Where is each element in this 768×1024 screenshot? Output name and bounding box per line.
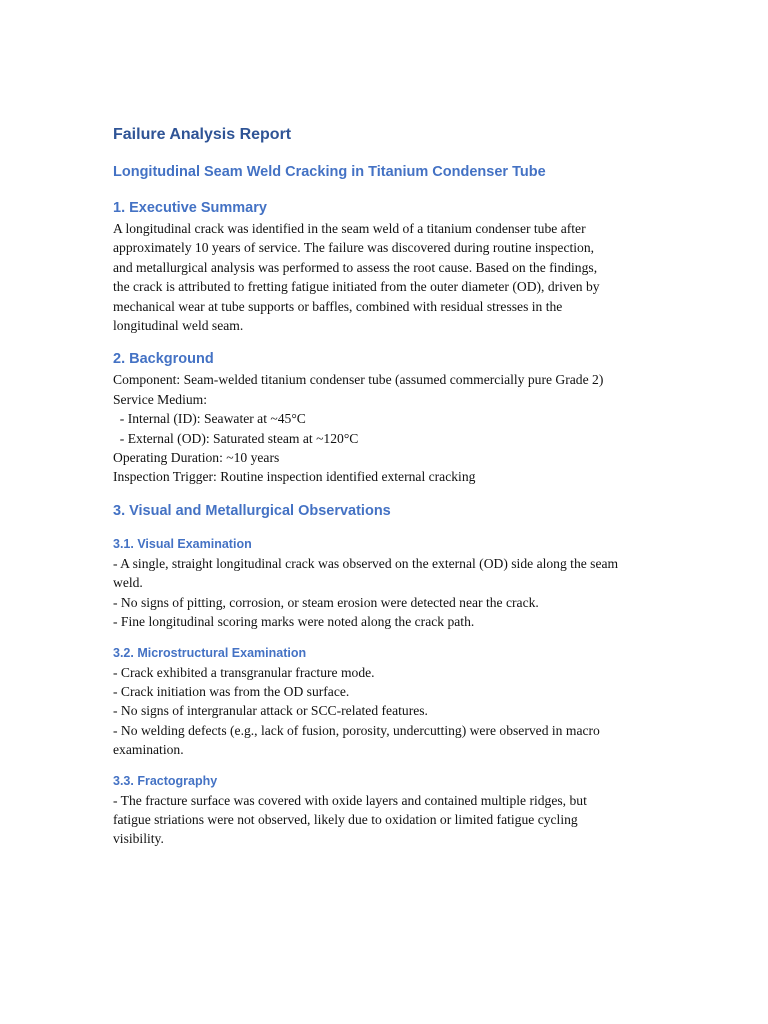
text-line: - The fracture surface was covered with oxide layers and contained multiple ridges, but — [113, 792, 587, 808]
visual-examination-heading: 3.1. Visual Examination — [113, 536, 252, 551]
text-line: longitudinal weld seam. — [113, 318, 244, 334]
text-line: Inspection Trigger: Routine inspection identified external cracking — [113, 469, 476, 485]
executive-summary-body — [113, 219, 658, 335]
text-line: - No welding defects (e.g., lack of fusion, porosity, undercutting) were observed in macro — [113, 722, 600, 738]
fractography-subsection — [113, 772, 658, 849]
background-body — [113, 370, 658, 486]
observations-heading: 3. Visual and Metallurgical Observations — [113, 502, 391, 519]
text-line: A longitudinal crack was identified in the seam weld of a titanium condenser tube after — [113, 221, 586, 236]
text-line: - A single, straight longitudinal crack was observed on the external (OD) side along the seam — [113, 555, 619, 571]
text-line: - Crack initiation was from the OD surface. — [113, 683, 350, 699]
text-line: Component: Seam-welded titanium condenser tube (assumed commercially pure Grade 2) — [113, 372, 604, 388]
text-line: mechanical wear at tube supports or baffles, combined with residual stresses in the — [113, 298, 563, 314]
fractography-body — [113, 791, 658, 849]
text-line: fatigue striations were not observed, likely due to oxidation or limited fatigue cycling — [113, 811, 578, 827]
text-line: - No signs of pitting, corrosion, or steam erosion were detected near the crack. — [113, 594, 539, 610]
text-line: the crack is attributed to fretting fatigue initiated from the outer diameter (OD), driven by — [113, 279, 600, 295]
text-line: examination. — [113, 742, 184, 758]
visual-examination-subsection — [113, 535, 658, 632]
executive-summary-section — [113, 198, 658, 335]
fractography-heading: 3.3. Fractography — [113, 773, 218, 788]
observations-section — [113, 501, 658, 849]
executive-summary-heading: 1. Executive Summary — [113, 200, 267, 216]
text-line: approximately 10 years of service. The failure was discovered during routine inspection, — [113, 240, 595, 256]
background-section — [113, 349, 658, 486]
text-line: - No signs of intergranular attack or SCC-related features. — [113, 703, 428, 719]
text-line: visibility. — [113, 831, 164, 847]
visual-examination-body — [113, 554, 658, 632]
text-line: - Internal (ID): Seawater at ~45°C — [113, 411, 306, 427]
text-line: - Crack exhibited a transgranular fracture mode. — [113, 664, 375, 680]
document-page — [113, 124, 658, 849]
report-title: Failure Analysis Report — [113, 126, 292, 143]
text-line: - Fine longitudinal scoring marks were noted along the crack path. — [113, 614, 475, 630]
text-line: Operating Duration: ~10 years — [113, 450, 280, 466]
microstructural-examination-heading: 3.2. Microstructural Examination — [113, 645, 307, 660]
microstructural-examination-subsection — [113, 644, 658, 760]
report-subtitle: Longitudinal Seam Weld Cracking in Titanium Condenser Tube — [113, 164, 546, 180]
text-line: and metallurgical analysis was performed to assess the root cause. Based on the findings, — [113, 259, 598, 275]
background-heading: 2. Background — [113, 351, 214, 368]
text-line: weld. — [113, 575, 143, 591]
text-line: - External (OD): Saturated steam at ~120°C — [113, 430, 359, 446]
microstructural-examination-body — [113, 663, 658, 760]
text-line: Service Medium: — [113, 391, 208, 407]
